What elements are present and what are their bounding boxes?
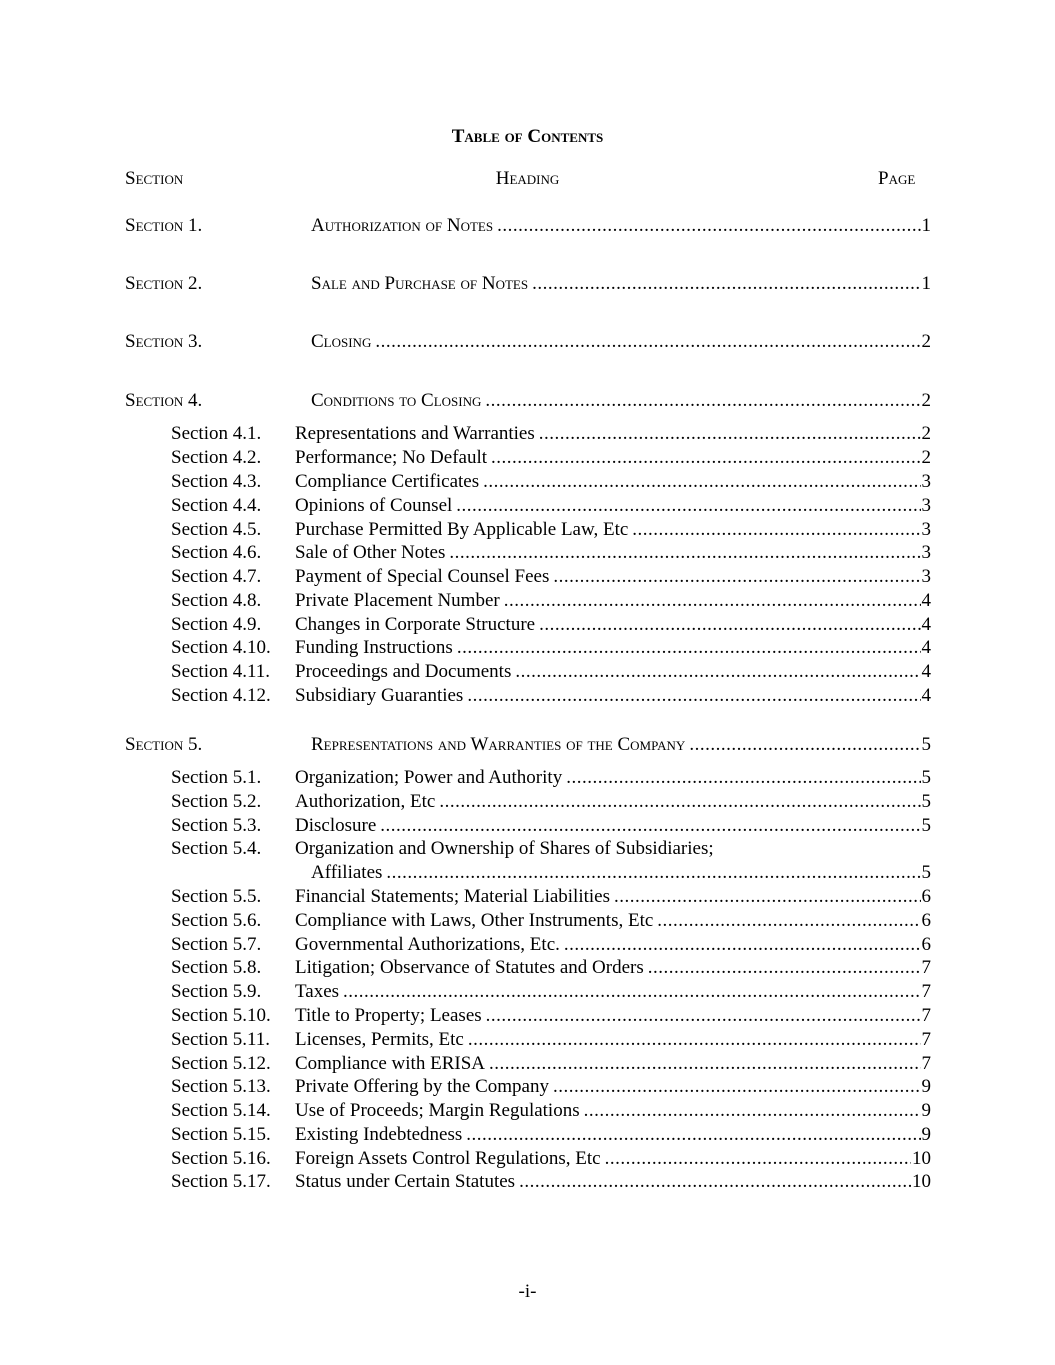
toc-heading: Representations and Warranties of the Company xyxy=(311,734,686,755)
toc-heading: Performance; No Default xyxy=(295,447,488,468)
toc-page-number: 6 xyxy=(921,886,931,907)
toc-page-number: 5 xyxy=(921,767,931,788)
dot-leader xyxy=(689,733,920,757)
toc-page-number: 9 xyxy=(921,1124,931,1145)
dot-leader xyxy=(553,1075,921,1099)
toc-section-number: Section 5.7. xyxy=(171,934,262,955)
toc-entry-section-5-15[interactable] xyxy=(0,1123,1055,1147)
toc-entry-section-5-9[interactable] xyxy=(0,980,1055,1004)
dot-leader xyxy=(380,814,920,838)
toc-page-number: 9 xyxy=(921,1076,931,1097)
dot-leader xyxy=(485,389,920,413)
toc-section-number: Section 4.10. xyxy=(171,637,271,658)
toc-page-number: 7 xyxy=(921,981,931,1002)
toc-heading: Compliance Certificates xyxy=(295,471,480,492)
toc-section-number: Section 5.5. xyxy=(171,886,262,907)
toc-entry-section-4-3[interactable] xyxy=(0,470,1055,494)
toc-section-number: Section 4.4. xyxy=(171,495,262,516)
toc-section-number: Section 2. xyxy=(125,273,203,294)
dot-leader xyxy=(532,272,920,296)
toc-page-number: 1 xyxy=(921,273,931,294)
toc-page-number: 7 xyxy=(921,1053,931,1074)
dot-leader xyxy=(605,1147,911,1171)
dot-leader xyxy=(467,684,920,708)
toc-heading: Purchase Permitted By Applicable Law, Etc xyxy=(295,519,629,540)
toc-entry-section-4-5[interactable] xyxy=(0,518,1055,542)
toc-section-number: Section 4.7. xyxy=(171,566,262,587)
toc-heading: Authorization, Etc xyxy=(295,791,436,812)
toc-title: Table of Contents xyxy=(451,126,604,147)
toc-section-number: Section 5.11. xyxy=(171,1029,271,1050)
toc-page-number: 6 xyxy=(921,934,931,955)
dot-leader xyxy=(584,1099,921,1123)
page-number-footer: -i- xyxy=(518,1281,537,1302)
toc-entry-section-3[interactable] xyxy=(0,330,1055,354)
toc-entry-section-5-5[interactable] xyxy=(0,885,1055,909)
dot-leader xyxy=(343,980,920,1004)
toc-heading: Subsidiary Guaranties xyxy=(295,685,464,706)
toc-page-number: 2 xyxy=(921,447,931,468)
toc-heading: Disclosure xyxy=(295,815,377,836)
toc-page-number: 5 xyxy=(921,791,931,812)
toc-heading: Sale and Purchase of Notes xyxy=(311,273,529,294)
toc-entry-section-5-7[interactable] xyxy=(0,933,1055,957)
toc-page-number: 3 xyxy=(921,519,931,540)
dot-leader xyxy=(439,790,920,814)
toc-page-number: 4 xyxy=(921,637,931,658)
dot-leader xyxy=(519,1170,911,1194)
toc-heading: Governmental Authorizations, Etc. xyxy=(295,934,560,955)
toc-section-number: Section 4.5. xyxy=(171,519,262,540)
toc-page-number: 2 xyxy=(921,423,931,444)
toc-entry-section-5-16[interactable] xyxy=(0,1147,1055,1171)
toc-entry-section-5-10[interactable] xyxy=(0,1004,1055,1028)
toc-heading: Compliance with ERISA xyxy=(295,1053,485,1074)
toc-page-number: 6 xyxy=(921,910,931,931)
dot-leader xyxy=(657,909,920,933)
toc-section-number: Section 4.8. xyxy=(171,590,262,611)
toc-heading: Status under Certain Statutes xyxy=(295,1171,516,1192)
column-header-page: Page xyxy=(878,168,916,189)
toc-page-number: 4 xyxy=(921,614,931,635)
toc-page-number: 4 xyxy=(921,661,931,682)
toc-section-number: Section 5.2. xyxy=(171,791,262,812)
toc-entry-section-4-10[interactable] xyxy=(0,636,1055,660)
toc-section-number: Section 5.9. xyxy=(171,981,262,1002)
toc-entry-section-4-8[interactable] xyxy=(0,589,1055,613)
toc-heading: Compliance with Laws, Other Instruments, Etc xyxy=(295,910,654,931)
toc-entry-section-4-6[interactable] xyxy=(0,541,1055,565)
toc-heading: Sale of Other Notes xyxy=(295,542,446,563)
toc-heading: Existing Indebtedness xyxy=(295,1124,463,1145)
dot-leader xyxy=(632,518,920,542)
toc-entry-section-4-11[interactable] xyxy=(0,660,1055,684)
toc-section-number: Section 4.2. xyxy=(171,447,262,468)
toc-heading: Organization; Power and Authority xyxy=(295,767,563,788)
toc-entry-section-4[interactable] xyxy=(0,389,1055,413)
toc-section-number: Section 4.11. xyxy=(171,661,271,682)
toc-entry-section-5-4[interactable] xyxy=(0,837,1055,861)
dot-leader xyxy=(566,766,920,790)
dot-leader xyxy=(456,494,920,518)
toc-section-number: Section 5.16. xyxy=(171,1148,271,1169)
toc-heading: Use of Proceeds; Margin Regulations xyxy=(295,1100,580,1121)
column-header-heading: Heading xyxy=(495,168,560,189)
toc-page-number: 3 xyxy=(921,566,931,587)
column-header-section: Section xyxy=(125,168,184,189)
toc-section-number: Section 1. xyxy=(125,215,203,236)
toc-page-number: 5 xyxy=(921,734,931,755)
toc-page-number: 1 xyxy=(921,215,931,236)
toc-heading: Financial Statements; Material Liabilities xyxy=(295,886,611,907)
toc-page-number: 7 xyxy=(921,957,931,978)
toc-entry-section-5-1[interactable] xyxy=(0,766,1055,790)
toc-page-number: 3 xyxy=(921,495,931,516)
toc-entry-section-4-7[interactable] xyxy=(0,565,1055,589)
toc-entry-section-4-12[interactable] xyxy=(0,684,1055,708)
toc-heading: Changes in Corporate Structure xyxy=(295,614,536,635)
toc-entry-section-4-1[interactable] xyxy=(0,422,1055,446)
toc-section-number: Section 5.8. xyxy=(171,957,262,978)
toc-entry-section-5-14[interactable] xyxy=(0,1099,1055,1123)
toc-page-number: 2 xyxy=(921,390,931,411)
toc-page-number: 7 xyxy=(921,1005,931,1026)
toc-section-number: Section 4.1. xyxy=(171,423,262,444)
toc-entry-section-5-8[interactable] xyxy=(0,956,1055,980)
toc-heading: Organization and Ownership of Shares of Subsidiaries; xyxy=(295,838,714,859)
toc-section-number: Section 5.4. xyxy=(171,838,262,859)
toc-heading: Private Offering by the Company xyxy=(295,1076,549,1097)
toc-page-number: 5 xyxy=(921,862,931,883)
toc-page-number: 10 xyxy=(912,1171,931,1192)
toc-page-number: 9 xyxy=(921,1100,931,1121)
toc-page-number: 10 xyxy=(912,1148,931,1169)
toc-section-number: Section 5.3. xyxy=(171,815,262,836)
toc-heading: Taxes xyxy=(295,981,340,1002)
toc-heading: Payment of Special Counsel Fees xyxy=(295,566,550,587)
toc-page-number: 4 xyxy=(921,590,931,611)
dot-leader xyxy=(564,933,921,957)
toc-section-number: Section 3. xyxy=(125,331,203,352)
toc-heading: Representations and Warranties xyxy=(295,423,535,444)
dot-leader xyxy=(466,1123,920,1147)
dot-leader xyxy=(483,470,920,494)
dot-leader xyxy=(504,589,921,613)
toc-heading-continued: Affiliates xyxy=(311,862,383,883)
toc-heading: Opinions of Counsel xyxy=(295,495,453,516)
toc-page-number: 3 xyxy=(921,471,931,492)
toc-heading: Litigation; Observance of Statutes and Orders xyxy=(295,957,644,978)
dot-leader xyxy=(497,214,920,238)
toc-heading: Closing xyxy=(311,331,372,352)
toc-entry-section-5-3[interactable] xyxy=(0,814,1055,838)
toc-section-number: Section 5.15. xyxy=(171,1124,271,1145)
toc-entry-section-5[interactable] xyxy=(0,733,1055,757)
toc-section-number: Section 5.14. xyxy=(171,1100,271,1121)
toc-page-number: 4 xyxy=(921,685,931,706)
toc-heading: Funding Instructions xyxy=(295,637,453,658)
toc-entry-section-5-12[interactable] xyxy=(0,1052,1055,1076)
dot-leader xyxy=(614,885,920,909)
toc-entry-section-4-2[interactable] xyxy=(0,446,1055,470)
dot-leader xyxy=(486,1004,921,1028)
toc-section-number: Section 4.6. xyxy=(171,542,262,563)
toc-section-number: Section 5.6. xyxy=(171,910,262,931)
toc-entry-section-2[interactable] xyxy=(0,272,1055,296)
toc-page-number: 5 xyxy=(921,815,931,836)
toc-section-number: Section 5.13. xyxy=(171,1076,271,1097)
toc-heading: Proceedings and Documents xyxy=(295,661,512,682)
toc-heading: Private Placement Number xyxy=(295,590,500,611)
dot-leader xyxy=(457,636,921,660)
toc-entry-section-4-9[interactable] xyxy=(0,613,1055,637)
dot-leader xyxy=(539,613,920,637)
toc-heading: Authorization of Notes xyxy=(311,215,494,236)
toc-section-number: Section 5. xyxy=(125,734,203,755)
dot-leader xyxy=(449,541,920,565)
toc-entry-section-5-4-continued[interactable] xyxy=(0,861,1055,885)
toc-section-number: Section 5.1. xyxy=(171,767,262,788)
dot-leader xyxy=(648,956,921,980)
dot-leader xyxy=(491,446,920,470)
toc-heading: Title to Property; Leases xyxy=(295,1005,482,1026)
toc-page-number: 2 xyxy=(921,331,931,352)
toc-entry-section-1[interactable] xyxy=(0,214,1055,238)
dot-leader xyxy=(489,1052,921,1076)
dot-leader xyxy=(375,330,920,354)
toc-section-number: Section 4. xyxy=(125,390,203,411)
dot-leader xyxy=(539,422,921,446)
toc-section-number: Section 5.17. xyxy=(171,1171,271,1192)
toc-section-number: Section 5.12. xyxy=(171,1053,271,1074)
toc-section-number: Section 4.3. xyxy=(171,471,262,492)
toc-section-number: Section 4.12. xyxy=(171,685,271,706)
toc-heading: Licenses, Permits, Etc xyxy=(295,1029,464,1050)
dot-leader xyxy=(386,861,920,885)
toc-heading: Conditions to Closing xyxy=(311,390,482,411)
toc-page-number: 7 xyxy=(921,1029,931,1050)
toc-entry-section-5-13[interactable] xyxy=(0,1075,1055,1099)
toc-section-number: Section 4.9. xyxy=(171,614,262,635)
toc-entry-section-5-2[interactable] xyxy=(0,790,1055,814)
toc-entry-section-5-11[interactable] xyxy=(0,1028,1055,1052)
toc-entry-section-5-6[interactable] xyxy=(0,909,1055,933)
toc-entry-section-5-17[interactable] xyxy=(0,1170,1055,1194)
dot-leader xyxy=(515,660,920,684)
toc-page-number: 3 xyxy=(921,542,931,563)
dot-leader xyxy=(553,565,920,589)
dot-leader xyxy=(468,1028,921,1052)
toc-heading: Foreign Assets Control Regulations, Etc xyxy=(295,1148,601,1169)
toc-entry-section-4-4[interactable] xyxy=(0,494,1055,518)
toc-section-number: Section 5.10. xyxy=(171,1005,271,1026)
